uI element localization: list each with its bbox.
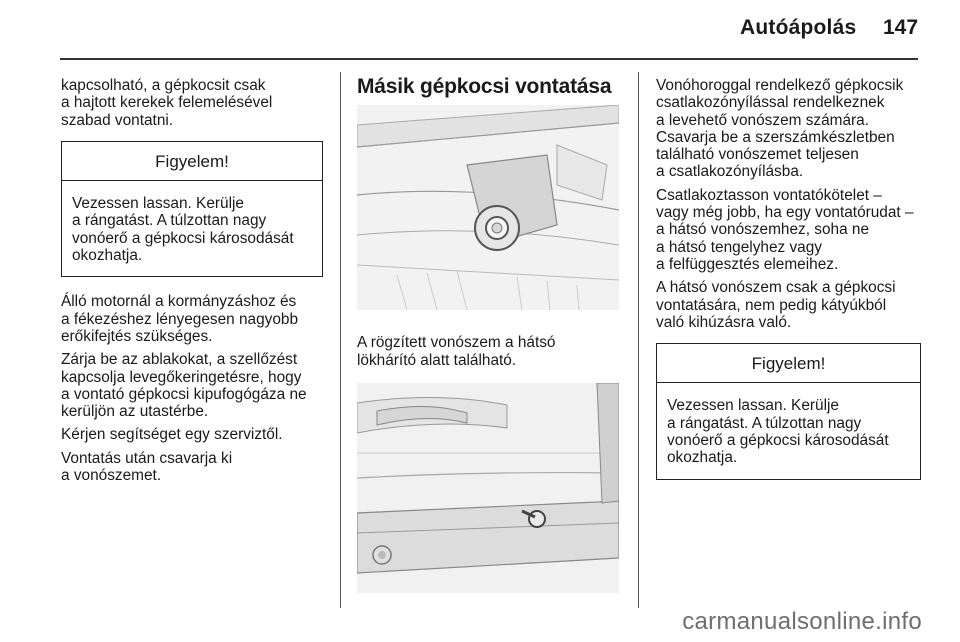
paragraph: Vonóhoroggal rendelkező gépkocsik csatlakozónyílással rendelkeznek a levehető vonószem számára. Csavarja be a szerszámkészletben található vonószemet teljesen a csatlakozónyílásba. <box>656 77 904 181</box>
paragraph: Kérjen segítséget egy szerviztől. <box>61 426 283 444</box>
column-divider-right <box>638 72 639 608</box>
warning-body: Vezessen lassan. Kerülje a rángatást. A túlzottan nagy vonóerő a gépkocsi károsodását okozhatja. <box>72 195 294 265</box>
page-number: 147 <box>883 16 919 39</box>
intro-text: kapcsolható, a gépkocsit csak a hajtott kerekek felemelésével szabad vontatni. <box>61 77 273 129</box>
warning-heading: Figyelem! <box>62 142 322 181</box>
column-1 <box>61 77 323 490</box>
warning-heading: Figyelem! <box>657 344 920 383</box>
rear-bumper-illustration <box>357 383 619 593</box>
paragraph: Vontatás után csavarja ki a vonószemet. <box>61 449 233 485</box>
page-header-title: Autóápolás <box>740 16 857 39</box>
column-2 <box>357 72 625 593</box>
section-title: Másik gépkocsi vontatása <box>357 75 612 98</box>
warning-box <box>61 141 323 277</box>
rear-bumper-drawing <box>357 383 619 593</box>
header-divider <box>60 58 918 60</box>
column-divider-left <box>340 72 341 608</box>
towing-eye-illustration <box>357 105 619 310</box>
towing-eye-drawing <box>357 105 619 310</box>
illustration-caption: A rögzített vonószem a hátsó lökhárító alatt található. <box>357 334 556 369</box>
paragraph: Álló motornál a kormányzáshoz és a fékezéshez lényegesen nagyobb erőkifejtés szükséges. <box>61 293 299 345</box>
column-3 <box>656 77 921 496</box>
warning-body: Vezessen lassan. Kerülje a rángatást. A túlzottan nagy vonóerő a gépkocsi károsodását okozhatja. <box>667 397 889 467</box>
paragraph: A hátsó vonószem csak a gépkocsi vontatására, nem pedig kátyúkból való kihúzásra való. <box>656 279 896 331</box>
paragraph: Csatlakoztasson vontatókötelet – vagy még jobb, ha egy vontatórudat – a hátsó vonószemhez, soha ne a hátsó tengelyhez vagy a felfüggesztés elemeihez. <box>656 186 914 273</box>
warning-box <box>656 343 921 479</box>
paragraph: Zárja be az ablakokat, a szellőzést kapcsolja levegőkeringetésre, hogy a vontató gépkocsi kipufogógáza ne kerüljön az utastérbe. <box>61 351 307 421</box>
watermark: carmanualsonline.info <box>682 608 922 635</box>
